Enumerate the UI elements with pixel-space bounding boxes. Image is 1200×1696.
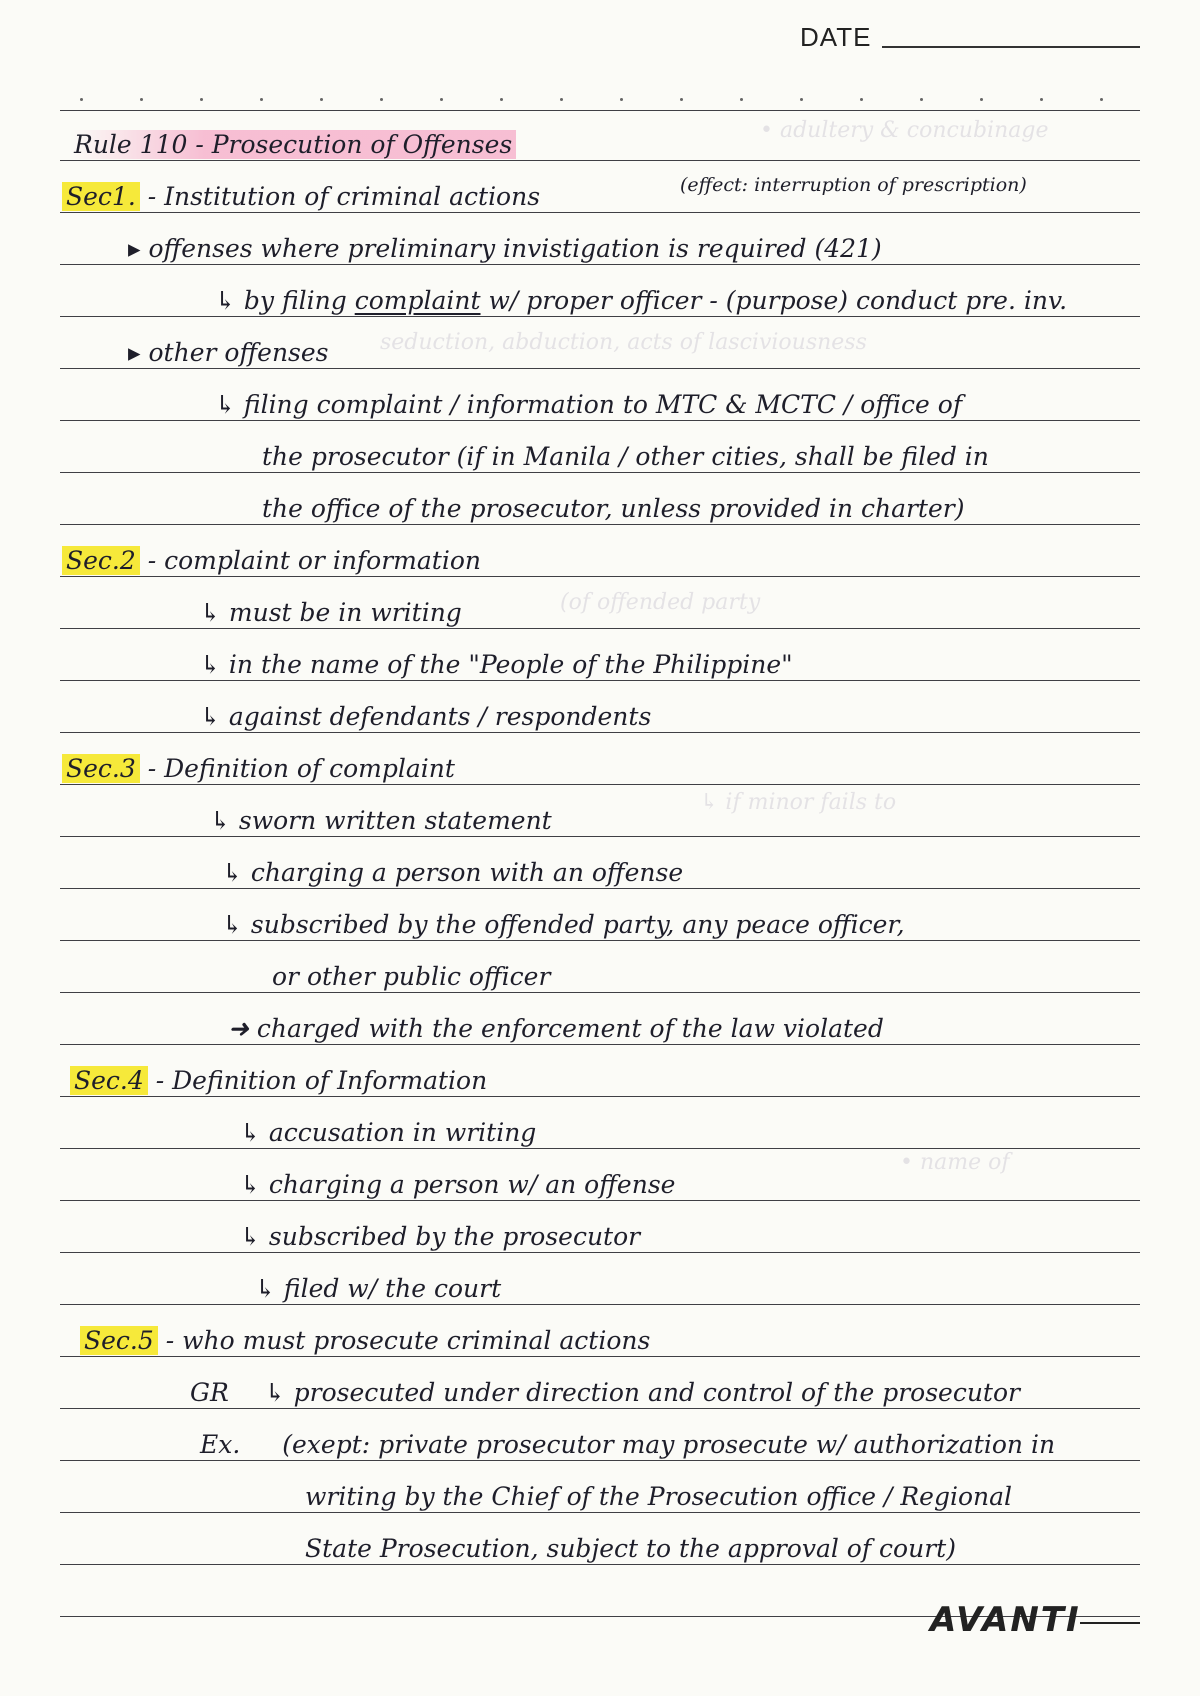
sec4-label: Sec.4 bbox=[70, 1066, 148, 1095]
sec5-heading: - who must prosecute criminal actions bbox=[165, 1326, 651, 1355]
brand-logo: AVANTI bbox=[930, 1600, 1081, 1640]
page-title bbox=[70, 130, 516, 160]
sec2-line3: ↳ against defendants / respondents bbox=[200, 702, 652, 731]
sec1-label: Sec1. bbox=[62, 182, 140, 211]
sec4-line2: ↳ charging a person w/ an offense bbox=[240, 1170, 676, 1199]
sec3-heading: - Definition of complaint bbox=[147, 754, 455, 783]
sec1-line1: ▸ offenses where preliminary invistigation is required (421) bbox=[128, 234, 882, 263]
sec1-line2-rest: w/ proper officer - (purpose) conduct pre. inv. bbox=[480, 286, 1068, 315]
sec2-line2: ↳ in the name of the "People of the Philippine" bbox=[200, 650, 793, 679]
sec1-line2-underlined: complaint bbox=[354, 286, 481, 315]
sec1-line2-start: ↳ by filing bbox=[215, 286, 347, 315]
sec3-line1: ↳ sworn written statement bbox=[210, 806, 552, 835]
sec1-note: (effect: interruption of prescription) bbox=[680, 174, 1027, 196]
sec4-heading-line bbox=[70, 1066, 487, 1096]
sec1-heading: - Institution of criminal actions bbox=[147, 182, 541, 211]
sec4-line4: ↳ filed w/ the court bbox=[255, 1274, 502, 1303]
date-line bbox=[882, 46, 1140, 48]
sec3-line3: ↳ subscribed by the offended party, any peace officer, bbox=[222, 910, 905, 939]
sec1-line3: ▸ other offenses bbox=[128, 338, 329, 367]
sec3-line5: ➜ charged with the enforcement of the law violated bbox=[228, 1014, 884, 1043]
bleed-through-text: • adultery & concubinage bbox=[760, 118, 1049, 143]
sec2-heading: - complaint or information bbox=[147, 546, 481, 575]
sec5-gr-line bbox=[190, 1378, 1020, 1408]
sec3-heading-line bbox=[62, 754, 455, 784]
sec5-line2: (exept: private prosecutor may prosecute w/ authorization in bbox=[282, 1430, 1056, 1459]
sec5-label: Sec.5 bbox=[80, 1326, 158, 1355]
bleed-through-text: (of offended party bbox=[560, 590, 761, 615]
sec4-line1: ↳ accusation in writing bbox=[240, 1118, 537, 1147]
brand-underline bbox=[1080, 1622, 1140, 1624]
sec3-label: Sec.3 bbox=[62, 754, 140, 783]
sec2-label: Sec.2 bbox=[62, 546, 140, 575]
sec5-gr-label: GR bbox=[190, 1378, 229, 1407]
bleed-through-text: ↳ if minor fails to bbox=[700, 790, 897, 815]
sec2-line1: ↳ must be in writing bbox=[200, 598, 462, 627]
sec4-line3: ↳ subscribed by the prosecutor bbox=[240, 1222, 641, 1251]
sec1-line2 bbox=[215, 286, 1067, 316]
sec5-ex-label: Ex. bbox=[200, 1430, 241, 1459]
sec1-heading-line bbox=[62, 182, 540, 212]
sec5-line4: State Prosecution, subject to the approval of court) bbox=[305, 1534, 956, 1563]
sec5-heading-line bbox=[80, 1326, 650, 1356]
date-label: DATE bbox=[800, 22, 872, 52]
sec3-line2: ↳ charging a person with an offense bbox=[222, 858, 684, 887]
sec3-line4: or other public officer bbox=[272, 962, 551, 991]
sec5-line1: ↳ prosecuted under direction and control of the prosecutor bbox=[264, 1378, 1020, 1407]
dotted-margin bbox=[60, 98, 1140, 108]
sec1-line6: the office of the prosecutor, unless provided in charter) bbox=[262, 494, 965, 523]
bleed-through-text: seduction, abduction, acts of lasciviousness bbox=[380, 330, 867, 355]
sec4-heading: - Definition of Information bbox=[155, 1066, 488, 1095]
title-text: Rule 110 - Prosecution of Offenses bbox=[70, 130, 516, 159]
sec5-line3: writing by the Chief of the Prosecution office / Regional bbox=[305, 1482, 1012, 1511]
sec5-ex-line bbox=[200, 1430, 1055, 1460]
sec1-line4: ↳ filing complaint / information to MTC & MCTC / office of bbox=[215, 390, 963, 419]
bleed-through-text: • name of bbox=[900, 1150, 1010, 1175]
sec2-heading-line bbox=[62, 546, 481, 576]
sec1-line5: the prosecutor (if in Manila / other cities, shall be filed in bbox=[262, 442, 989, 471]
